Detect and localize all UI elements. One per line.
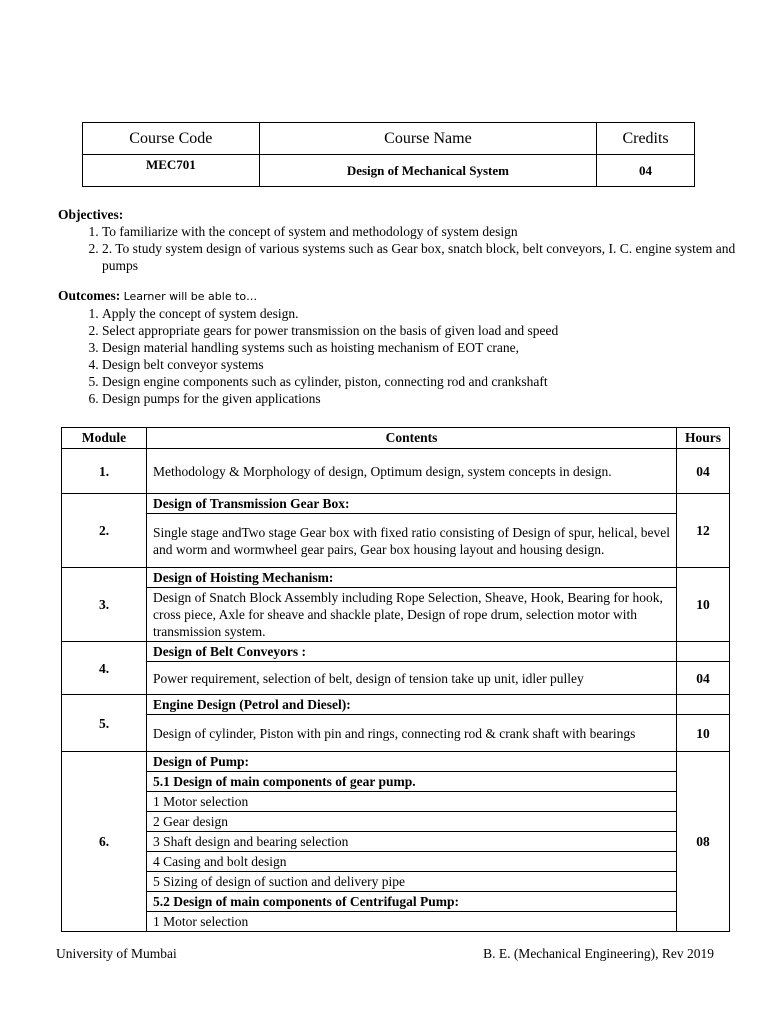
module-content: Single stage andTwo stage Gear box with fixed ratio consisting of Design of spur, helical, bevel and worm and wormwheel gear pairs, Gear box housing layout and housing design.	[147, 514, 677, 568]
outcomes-list	[58, 305, 738, 407]
module-sub-item: 5 Sizing of design of suction and delivery pipe	[147, 872, 677, 892]
module-title: Design of Transmission Gear Box:	[147, 494, 677, 514]
module-title: Engine Design (Petrol and Diesel):	[147, 695, 677, 715]
course-credits: 04	[597, 155, 695, 187]
module-number: 1.	[62, 449, 147, 494]
module-hours: 04	[677, 449, 730, 494]
module-sub-item: 1 Motor selection	[147, 792, 677, 812]
module-number: 4.	[62, 642, 147, 695]
module-sub-item: 4 Casing and bolt design	[147, 852, 677, 872]
course-name-header: Course Name	[259, 123, 596, 155]
module-hours: 10	[677, 715, 730, 752]
outcome-item: 1. Apply the concept of system design.	[102, 305, 738, 322]
module-sub-item: 2 Gear design	[147, 812, 677, 832]
objective-item: 2. 2. To study system design of various systems such as Gear box, snatch block, belt conveyors, I. C. engine system and pumps	[102, 240, 738, 274]
module-hours: 04	[677, 662, 730, 695]
objectives-list	[58, 223, 738, 274]
module-number: 6.	[62, 752, 147, 932]
module-sub-item: 1 Motor selection	[147, 912, 677, 932]
module-hours: 10	[677, 568, 730, 642]
module-hours: 12	[677, 494, 730, 568]
outcome-item: 6. Design pumps for the given applications	[102, 390, 738, 407]
module-sub-item: 3 Shaft design and bearing selection	[147, 832, 677, 852]
module-table	[61, 427, 730, 932]
module-hours-empty	[677, 695, 730, 715]
module-subtitle: 5.1 Design of main components of gear pump.	[147, 772, 677, 792]
module-content: Power requirement, selection of belt, design of tension take up unit, idler pulley	[147, 662, 677, 695]
objectives-title: Objectives:	[58, 207, 124, 222]
credits-header: Credits	[597, 123, 695, 155]
outcome-item: 4. Design belt conveyor systems	[102, 356, 738, 373]
course-code: MEC701	[83, 155, 260, 187]
module-title: Design of Belt Conveyors :	[147, 642, 677, 662]
module-header: Module	[62, 428, 147, 449]
footer-university: University of Mumbai	[56, 946, 177, 961]
course-name: Design of Mechanical System	[259, 155, 596, 187]
module-hours-empty	[677, 642, 730, 662]
module-number: 5.	[62, 695, 147, 752]
course-code-header: Course Code	[83, 123, 260, 155]
outcome-item: 2. Select appropriate gears for power transmission on the basis of given load and speed	[102, 322, 738, 339]
outcomes-subtitle: Learner will be able to…	[123, 290, 258, 303]
outcome-item: 5. Design engine components such as cylinder, piston, connecting rod and crankshaft	[102, 373, 738, 390]
objectives-section	[58, 206, 738, 274]
footer-program: B. E. (Mechanical Engineering), Rev 2019	[483, 946, 714, 961]
objective-item: 1. To familiarize with the concept of system and methodology of system design	[102, 223, 738, 240]
contents-header: Contents	[147, 428, 677, 449]
course-info-table	[82, 122, 695, 187]
module-subtitle: 5.2 Design of main components of Centrifugal Pump:	[147, 892, 677, 912]
module-content: Design of cylinder, Piston with pin and rings, connecting rod & crank shaft with bearings	[147, 715, 677, 752]
module-number: 2.	[62, 494, 147, 568]
outcome-item: 3. Design material handling systems such as hoisting mechanism of EOT crane,	[102, 339, 738, 356]
module-content: Methodology & Morphology of design, Optimum design, system concepts in design.	[147, 449, 677, 494]
outcomes-section	[58, 287, 738, 407]
module-number: 3.	[62, 568, 147, 642]
outcomes-title: Outcomes:	[58, 288, 121, 303]
module-title: Design of Pump:	[147, 752, 677, 772]
module-content: Design of Snatch Block Assembly including Rope Selection, Sheave, Hook, Bearing for hook, cross piece, Axle for sheave and shackle plate, Design of rope drum, selection motor with transmission system.	[147, 588, 677, 642]
module-hours: 08	[677, 752, 730, 932]
hours-header: Hours	[677, 428, 730, 449]
module-title: Design of Hoisting Mechanism:	[147, 568, 677, 588]
